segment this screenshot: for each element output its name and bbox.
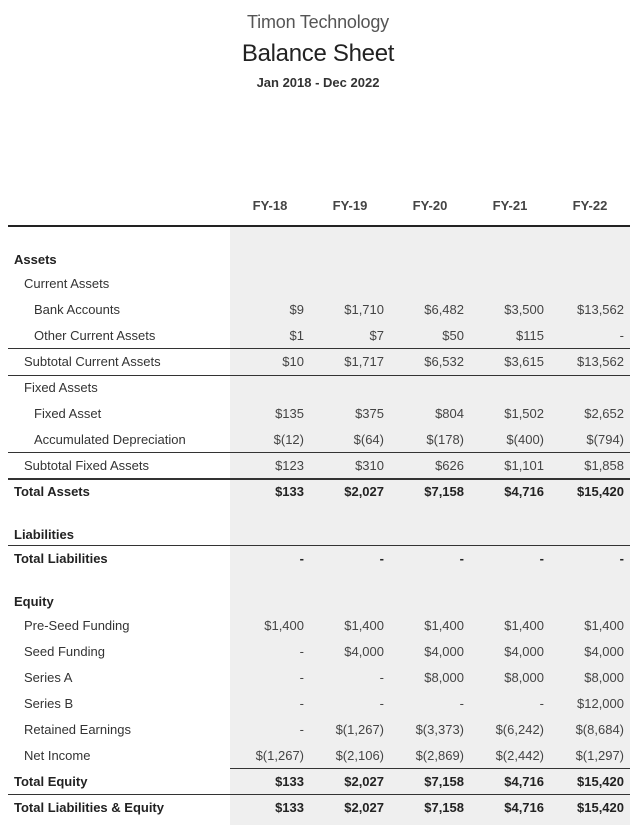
cell-value: -: [539, 551, 544, 566]
cell-value: $8,000: [504, 670, 544, 685]
cell-value: $15,420: [577, 800, 624, 815]
table-row: [0, 691, 636, 717]
cell-value: $7,158: [424, 484, 464, 499]
cell-value: $4,716: [504, 484, 544, 499]
table-row: [0, 743, 636, 769]
cell-value: $626: [435, 458, 464, 473]
cell-value: $(3,373): [415, 722, 464, 737]
table-row: [0, 639, 636, 665]
cell-value: -: [379, 551, 384, 566]
row-label: Net Income: [24, 748, 91, 763]
cell-value: $2,027: [344, 800, 384, 815]
report-period: Jan 2018 - Dec 2022: [256, 75, 380, 90]
report-title: Balance Sheet: [241, 40, 395, 67]
row-label: Subtotal Fixed Assets: [24, 458, 150, 473]
row-label: Total Liabilities & Equity: [14, 800, 164, 815]
row-divider: [8, 479, 630, 480]
cell-value: -: [299, 722, 304, 737]
cell-value: -: [459, 551, 464, 566]
cell-value: $1,400: [504, 618, 544, 633]
company-name: Timon Technology: [247, 12, 389, 32]
column-header: FY-22: [572, 198, 608, 213]
cell-value: $(8,684): [575, 722, 624, 737]
table-row: [0, 453, 636, 479]
cell-value: $(64): [353, 432, 384, 447]
cell-value: $8,000: [584, 670, 624, 685]
table-row: [0, 427, 636, 453]
table-row: [0, 769, 636, 795]
column-header: FY-21: [492, 198, 528, 213]
table-row: [0, 271, 636, 297]
cell-value: -: [299, 644, 304, 659]
cell-value: $4,000: [424, 644, 464, 659]
cell-value: $4,716: [504, 774, 544, 789]
row-label: Bank Accounts: [34, 302, 120, 317]
cell-value: -: [379, 670, 384, 685]
table-row: [0, 546, 636, 572]
row-label: Seed Funding: [24, 644, 105, 659]
cell-value: -: [299, 670, 304, 685]
cell-value: $(2,106): [335, 748, 384, 763]
table-row: [0, 401, 636, 427]
cell-value: $1,400: [264, 618, 304, 633]
row-divider: [8, 375, 630, 376]
row-label: Retained Earnings: [24, 722, 131, 737]
cell-value: $(6,242): [495, 722, 544, 737]
cell-value: $12,000: [577, 696, 624, 711]
table-row: [0, 375, 636, 401]
cell-value: $1,400: [344, 618, 384, 633]
cell-value: $135: [275, 406, 304, 421]
cell-value: $(178): [426, 432, 464, 447]
cell-value: $133: [275, 774, 304, 789]
cell-value: $375: [355, 406, 384, 421]
cell-value: $1: [289, 328, 304, 343]
cell-value: $(1,267): [255, 748, 304, 763]
cell-value: $4,000: [504, 644, 544, 659]
row-label: Fixed Asset: [34, 406, 102, 421]
cell-value: $(1,297): [575, 748, 624, 763]
row-label: Total Equity: [14, 774, 88, 789]
table-row: [0, 665, 636, 691]
cell-value: $2,652: [584, 406, 624, 421]
cell-value: $50: [442, 328, 464, 343]
table-row: [0, 323, 636, 349]
row-label: Liabilities: [14, 527, 74, 542]
cell-value: $133: [275, 484, 304, 499]
row-label: Equity: [14, 594, 54, 609]
row-label: Fixed Assets: [24, 380, 98, 395]
cell-value: $4,000: [584, 644, 624, 659]
row-label: Other Current Assets: [34, 328, 156, 343]
cell-value: $15,420: [577, 774, 624, 789]
cell-value: $1,101: [504, 458, 544, 473]
cell-value: $115: [516, 328, 544, 343]
cell-value: $(2,869): [415, 748, 464, 763]
cell-value: $9: [289, 302, 304, 317]
table-row: [0, 589, 636, 615]
table-row: [0, 297, 636, 323]
cell-value: $7,158: [424, 774, 464, 789]
cell-value: $1,710: [344, 302, 384, 317]
cell-value: $8,000: [424, 670, 464, 685]
cell-value: $1,717: [344, 354, 384, 369]
cell-value: $7,158: [424, 800, 464, 815]
cell-value: -: [299, 551, 304, 566]
cell-value: $804: [435, 406, 464, 421]
row-label: Current Assets: [24, 276, 110, 291]
table-row: [0, 717, 636, 743]
row-label: Accumulated Depreciation: [34, 432, 186, 447]
cell-value: $1,502: [504, 406, 544, 421]
cell-value: -: [539, 696, 544, 711]
table-row: [0, 247, 636, 273]
cell-value: $2,027: [344, 774, 384, 789]
cell-value: -: [299, 696, 304, 711]
row-label: Total Liabilities: [14, 551, 108, 566]
cell-value: $1,400: [424, 618, 464, 633]
cell-value: -: [619, 328, 624, 343]
cell-value: $133: [275, 800, 304, 815]
column-header: FY-19: [332, 198, 368, 213]
row-label: Series B: [24, 696, 74, 711]
column-header: FY-18: [252, 198, 288, 213]
cell-value: $2,027: [344, 484, 384, 499]
row-label: Total Assets: [14, 484, 90, 499]
row-label: Assets: [14, 252, 57, 267]
table-row: [0, 349, 636, 375]
cell-value: $4,000: [344, 644, 384, 659]
cell-value: $(794): [586, 432, 624, 447]
cell-value: $1,400: [584, 618, 624, 633]
table-row: [0, 613, 636, 639]
cell-value: $(1,267): [335, 722, 384, 737]
table-row: [0, 479, 636, 505]
cell-value: $3,615: [504, 354, 544, 369]
cell-value: $1,858: [584, 458, 624, 473]
cell-value: -: [379, 696, 384, 711]
cell-value: $(12): [273, 432, 304, 447]
cell-value: $(400): [506, 432, 544, 447]
cell-value: $6,532: [424, 354, 464, 369]
cell-value: $10: [282, 354, 304, 369]
cell-value: $4,716: [504, 800, 544, 815]
cell-value: $7: [369, 328, 384, 343]
cell-value: $15,420: [577, 484, 624, 499]
table-row: [0, 795, 636, 821]
cell-value: -: [459, 696, 464, 711]
cell-value: -: [619, 551, 624, 566]
cell-value: $3,500: [504, 302, 544, 317]
cell-value: $(2,442): [495, 748, 544, 763]
row-label: Series A: [24, 670, 73, 685]
cell-value: $123: [275, 458, 304, 473]
row-label: Subtotal Current Assets: [24, 354, 161, 369]
cell-value: $13,562: [577, 302, 624, 317]
cell-value: $310: [355, 458, 384, 473]
column-header: FY-20: [412, 198, 448, 213]
header-divider: [8, 225, 630, 227]
cell-value: $13,562: [577, 354, 624, 369]
row-label: Pre-Seed Funding: [24, 618, 130, 633]
cell-value: $6,482: [424, 302, 464, 317]
